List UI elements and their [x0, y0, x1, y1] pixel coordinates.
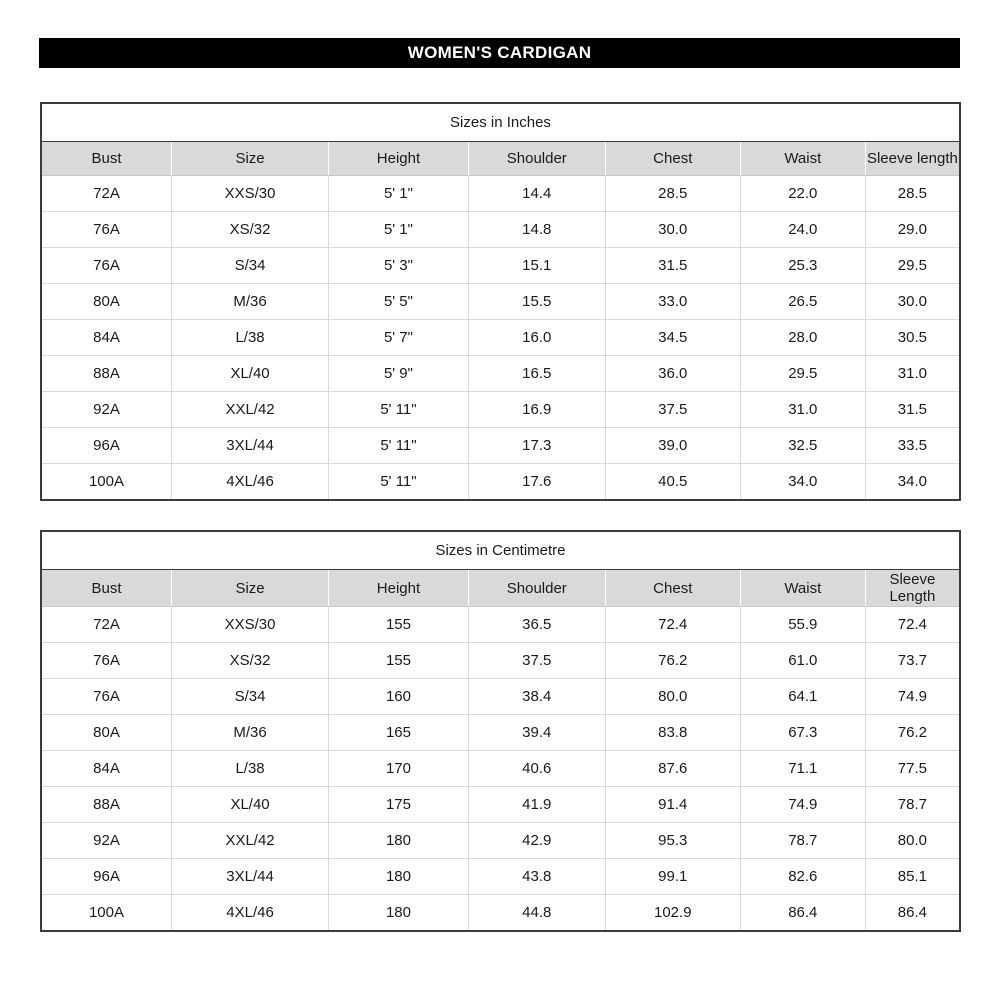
table-cell: 15.1: [468, 248, 605, 284]
table-cell: 37.5: [605, 392, 740, 428]
column-header: Chest: [605, 142, 740, 176]
table-cell: 67.3: [740, 715, 865, 751]
table-cell: 74.9: [740, 787, 865, 823]
table-cell: 80A: [41, 284, 171, 320]
table-row: [41, 859, 960, 895]
table-cell: 4XL/46: [171, 464, 328, 501]
column-header: Waist: [740, 142, 865, 176]
column-header: Sleeve Length: [865, 570, 960, 607]
table-row: [41, 284, 960, 320]
column-header: Sleeve length: [865, 142, 960, 176]
table-cell: 88A: [41, 356, 171, 392]
table-cell: 100A: [41, 464, 171, 501]
table-cell: 170: [329, 751, 469, 787]
table-cell: 33.0: [605, 284, 740, 320]
table-cell: 28.5: [865, 176, 960, 212]
table-cell: 30.0: [605, 212, 740, 248]
table-cell: 180: [329, 859, 469, 895]
table-title: Sizes in Centimetre: [41, 531, 960, 570]
table-cell: 16.5: [468, 356, 605, 392]
table-cell: 82.6: [740, 859, 865, 895]
table-cell: 155: [329, 643, 469, 679]
table-cell: 28.5: [605, 176, 740, 212]
table-cell: 86.4: [865, 895, 960, 932]
table-cell: 76A: [41, 212, 171, 248]
table-cell: 92A: [41, 392, 171, 428]
table-cell: 76A: [41, 643, 171, 679]
table-row: [41, 248, 960, 284]
table-cell: 77.5: [865, 751, 960, 787]
table-cell: XXS/30: [171, 176, 328, 212]
table-body: [41, 176, 960, 501]
table-row: [41, 176, 960, 212]
table-cell: 91.4: [605, 787, 740, 823]
table-cell: 5' 9": [329, 356, 469, 392]
table-cell: 96A: [41, 428, 171, 464]
table-row: [41, 643, 960, 679]
table-cell: 34.5: [605, 320, 740, 356]
column-header: Bust: [41, 570, 171, 607]
table-cell: 100A: [41, 895, 171, 932]
table-cell: 155: [329, 607, 469, 643]
table-cell: 76.2: [605, 643, 740, 679]
table-row: [41, 715, 960, 751]
column-header: Shoulder: [468, 142, 605, 176]
table-cell: 92A: [41, 823, 171, 859]
table-cell: 99.1: [605, 859, 740, 895]
table-cell: 55.9: [740, 607, 865, 643]
table-cell: 73.7: [865, 643, 960, 679]
table-cell: 28.0: [740, 320, 865, 356]
table-cell: 31.0: [740, 392, 865, 428]
table-cell: 31.5: [865, 392, 960, 428]
table-cell: 87.6: [605, 751, 740, 787]
table-cell: 5' 1": [329, 212, 469, 248]
table-cell: 40.5: [605, 464, 740, 501]
table-cell: 37.5: [468, 643, 605, 679]
table-header-row: [41, 142, 960, 176]
table-cell: 80.0: [605, 679, 740, 715]
table-row: [41, 356, 960, 392]
table-cell: 102.9: [605, 895, 740, 932]
table-cell: 78.7: [740, 823, 865, 859]
table-cell: 16.0: [468, 320, 605, 356]
table-row: [41, 679, 960, 715]
table-cell: 33.5: [865, 428, 960, 464]
size-table-centimetre: [40, 530, 961, 932]
column-header: Size: [171, 142, 328, 176]
table-cell: 30.5: [865, 320, 960, 356]
table-cell: XS/32: [171, 212, 328, 248]
table-cell: 29.5: [740, 356, 865, 392]
table-cell: 32.5: [740, 428, 865, 464]
product-title-banner: [39, 38, 960, 68]
table-row: [41, 464, 960, 501]
table-cell: 17.3: [468, 428, 605, 464]
table-cell: 24.0: [740, 212, 865, 248]
table-cell: 83.8: [605, 715, 740, 751]
table-cell: 36.5: [468, 607, 605, 643]
table-cell: 88A: [41, 787, 171, 823]
table-cell: 25.3: [740, 248, 865, 284]
column-header: Height: [329, 142, 469, 176]
table-cell: 175: [329, 787, 469, 823]
table-cell: 61.0: [740, 643, 865, 679]
product-title: WOMEN'S CARDIGAN: [407, 43, 592, 62]
table-cell: 84A: [41, 320, 171, 356]
table-cell: 39.4: [468, 715, 605, 751]
table-cell: 76A: [41, 679, 171, 715]
column-header: Height: [329, 570, 469, 607]
table-cell: XL/40: [171, 787, 328, 823]
table-cell: 72.4: [605, 607, 740, 643]
table-row: [41, 428, 960, 464]
table-cell: S/34: [171, 248, 328, 284]
table-row: [41, 787, 960, 823]
table-cell: 72A: [41, 176, 171, 212]
table-cell: 80.0: [865, 823, 960, 859]
table-cell: 165: [329, 715, 469, 751]
table-cell: 5' 7": [329, 320, 469, 356]
table-cell: 14.4: [468, 176, 605, 212]
table-cell: 15.5: [468, 284, 605, 320]
table-cell: S/34: [171, 679, 328, 715]
table-cell: M/36: [171, 715, 328, 751]
table-cell: 29.5: [865, 248, 960, 284]
table-cell: 72A: [41, 607, 171, 643]
table-cell: 22.0: [740, 176, 865, 212]
table-cell: 95.3: [605, 823, 740, 859]
table-cell: 41.9: [468, 787, 605, 823]
table-cell: 30.0: [865, 284, 960, 320]
table-title-row: [41, 103, 960, 142]
column-header: Chest: [605, 570, 740, 607]
table-cell: 86.4: [740, 895, 865, 932]
table-cell: 72.4: [865, 607, 960, 643]
table-row: [41, 895, 960, 932]
table-cell: 5' 1": [329, 176, 469, 212]
table-cell: 39.0: [605, 428, 740, 464]
table-cell: 64.1: [740, 679, 865, 715]
table-cell: 96A: [41, 859, 171, 895]
table-cell: 180: [329, 895, 469, 932]
table-body: [41, 607, 960, 932]
table-cell: XXL/42: [171, 392, 328, 428]
table-cell: 16.9: [468, 392, 605, 428]
table-cell: XS/32: [171, 643, 328, 679]
table-cell: 85.1: [865, 859, 960, 895]
table-cell: 34.0: [865, 464, 960, 501]
table-cell: 44.8: [468, 895, 605, 932]
table-title: Sizes in Inches: [41, 103, 960, 142]
table-cell: 38.4: [468, 679, 605, 715]
table-cell: XXS/30: [171, 607, 328, 643]
table-cell: L/38: [171, 320, 328, 356]
table-cell: 5' 5": [329, 284, 469, 320]
table-cell: 80A: [41, 715, 171, 751]
table-cell: XL/40: [171, 356, 328, 392]
table-cell: 3XL/44: [171, 859, 328, 895]
table-cell: 160: [329, 679, 469, 715]
table-cell: 31.5: [605, 248, 740, 284]
column-header: Bust: [41, 142, 171, 176]
table-cell: 5' 11": [329, 464, 469, 501]
table-cell: 5' 11": [329, 428, 469, 464]
table-cell: 43.8: [468, 859, 605, 895]
table-cell: XXL/42: [171, 823, 328, 859]
table-cell: 40.6: [468, 751, 605, 787]
table-cell: 17.6: [468, 464, 605, 501]
table-row: [41, 751, 960, 787]
table-cell: 84A: [41, 751, 171, 787]
table-cell: 31.0: [865, 356, 960, 392]
column-header: Waist: [740, 570, 865, 607]
table-cell: 76.2: [865, 715, 960, 751]
table-cell: 5' 3": [329, 248, 469, 284]
table-cell: 5' 11": [329, 392, 469, 428]
table-cell: 42.9: [468, 823, 605, 859]
table-cell: 78.7: [865, 787, 960, 823]
column-header: Size: [171, 570, 328, 607]
table-row: [41, 212, 960, 248]
table-cell: 26.5: [740, 284, 865, 320]
table-cell: 29.0: [865, 212, 960, 248]
table-cell: 14.8: [468, 212, 605, 248]
table-cell: 3XL/44: [171, 428, 328, 464]
table-cell: M/36: [171, 284, 328, 320]
table-cell: 34.0: [740, 464, 865, 501]
table-header-row: [41, 570, 960, 607]
table-row: [41, 823, 960, 859]
table-cell: 76A: [41, 248, 171, 284]
table-cell: L/38: [171, 751, 328, 787]
table-row: [41, 320, 960, 356]
table-cell: 71.1: [740, 751, 865, 787]
table-title-row: [41, 531, 960, 570]
table-row: [41, 607, 960, 643]
table-cell: 4XL/46: [171, 895, 328, 932]
table-row: [41, 392, 960, 428]
table-cell: 180: [329, 823, 469, 859]
table-cell: 74.9: [865, 679, 960, 715]
column-header: Shoulder: [468, 570, 605, 607]
table-cell: 36.0: [605, 356, 740, 392]
size-table-inches: [40, 102, 961, 501]
